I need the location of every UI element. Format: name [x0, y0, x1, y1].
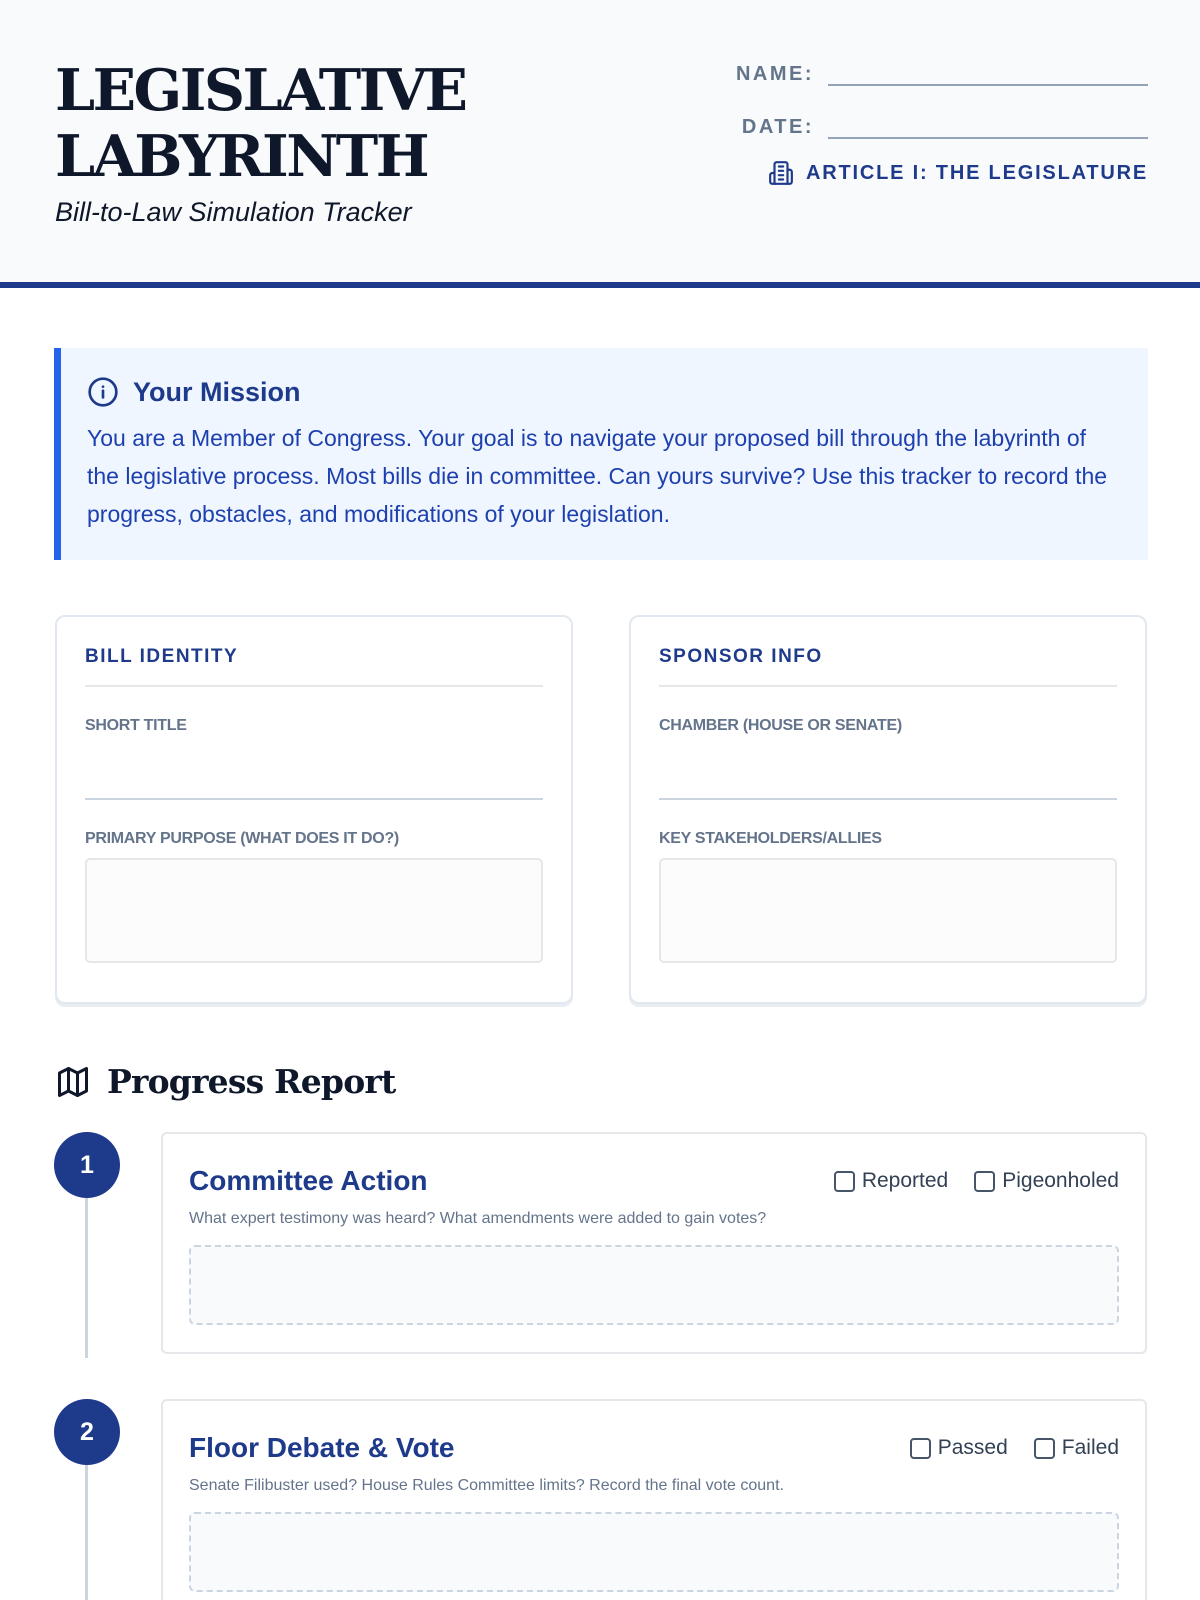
checkbox-label: Passed	[937, 1436, 1008, 1459]
step-card-committee-action	[161, 1132, 1147, 1354]
bill-identity-card	[55, 615, 573, 1004]
step-number-badge: 2	[54, 1399, 120, 1465]
step-number-badge: 1	[54, 1132, 120, 1198]
checkbox-box[interactable]	[834, 1171, 855, 1192]
failed-checkbox[interactable]	[1034, 1436, 1119, 1460]
passed-checkbox[interactable]	[910, 1436, 1008, 1460]
checkbox-label: Pigeonholed	[1002, 1169, 1119, 1192]
checkbox-label: Reported	[861, 1169, 949, 1192]
short-title-field[interactable]	[85, 735, 543, 800]
mission-header	[87, 376, 1118, 408]
pigeonholed-checkbox[interactable]	[974, 1169, 1119, 1193]
step-description: What expert testimony was heard? What amendments were added to gain votes?	[189, 1210, 767, 1227]
timeline-connector	[85, 1180, 88, 1358]
step-title: Floor Debate & Vote	[189, 1432, 455, 1463]
progress-header	[55, 1062, 395, 1101]
step-description: Senate Filibuster used? House Rules Committee limits? Record the final vote count.	[189, 1477, 784, 1494]
primary-purpose-field[interactable]	[85, 858, 543, 963]
short-title-label: SHORT TITLE	[85, 717, 187, 734]
chamber-label: CHAMBER (HOUSE OR SENATE)	[659, 717, 902, 734]
sponsor-info-title: SPONSOR INFO	[659, 617, 1117, 687]
page-title	[55, 58, 465, 190]
mission-callout	[54, 348, 1148, 560]
mission-text: You are a Member of Congress. Your goal is to navigate your proposed bill through the labyrinth of the legislative process. Most bills die in committee. Can yours survive? Use this tracker to record the progress, obstacles, and modifications of your legislation.	[87, 425, 1108, 527]
page-header	[0, 0, 1200, 288]
checkbox-label: Failed	[1061, 1436, 1119, 1459]
floor-vote-notes-field[interactable]	[189, 1512, 1119, 1592]
map-icon	[55, 1064, 91, 1100]
step-card-floor-debate	[161, 1399, 1147, 1600]
building-icon	[768, 160, 794, 186]
primary-purpose-label: PRIMARY PURPOSE (WHAT DOES IT DO?)	[85, 830, 399, 847]
title-line-1: LEGISLATIVE	[55, 57, 466, 124]
date-field[interactable]	[828, 111, 1148, 139]
date-row	[742, 111, 1148, 139]
checkbox-box[interactable]	[974, 1171, 995, 1192]
step-options	[808, 1169, 1119, 1193]
checkbox-box[interactable]	[1034, 1438, 1055, 1459]
mission-title: Your Mission	[133, 376, 301, 407]
article-label: ARTICLE I: THE LEGISLATURE	[806, 161, 1148, 184]
timeline-connector	[85, 1446, 88, 1600]
stakeholders-field[interactable]	[659, 858, 1117, 963]
page-subtitle: Bill-to-Law Simulation Tracker	[55, 197, 412, 227]
sponsor-info-card	[629, 615, 1147, 1004]
article-badge	[768, 160, 1148, 186]
info-icon	[87, 376, 119, 408]
step-title: Committee Action	[189, 1165, 428, 1196]
chamber-field[interactable]	[659, 735, 1117, 800]
committee-notes-field[interactable]	[189, 1245, 1119, 1325]
date-label: DATE:	[741, 116, 814, 138]
bill-identity-title: BILL IDENTITY	[85, 617, 543, 687]
name-field[interactable]	[828, 58, 1148, 86]
reported-checkbox[interactable]	[834, 1169, 948, 1193]
stakeholders-label: KEY STAKEHOLDERS/ALLIES	[659, 830, 882, 847]
name-row	[736, 58, 1148, 86]
name-label: NAME:	[735, 63, 814, 85]
title-line-2: LABYRINTH	[55, 123, 428, 190]
checkbox-box[interactable]	[910, 1438, 931, 1459]
progress-title: Progress Report	[107, 1062, 396, 1101]
step-options	[884, 1436, 1119, 1460]
